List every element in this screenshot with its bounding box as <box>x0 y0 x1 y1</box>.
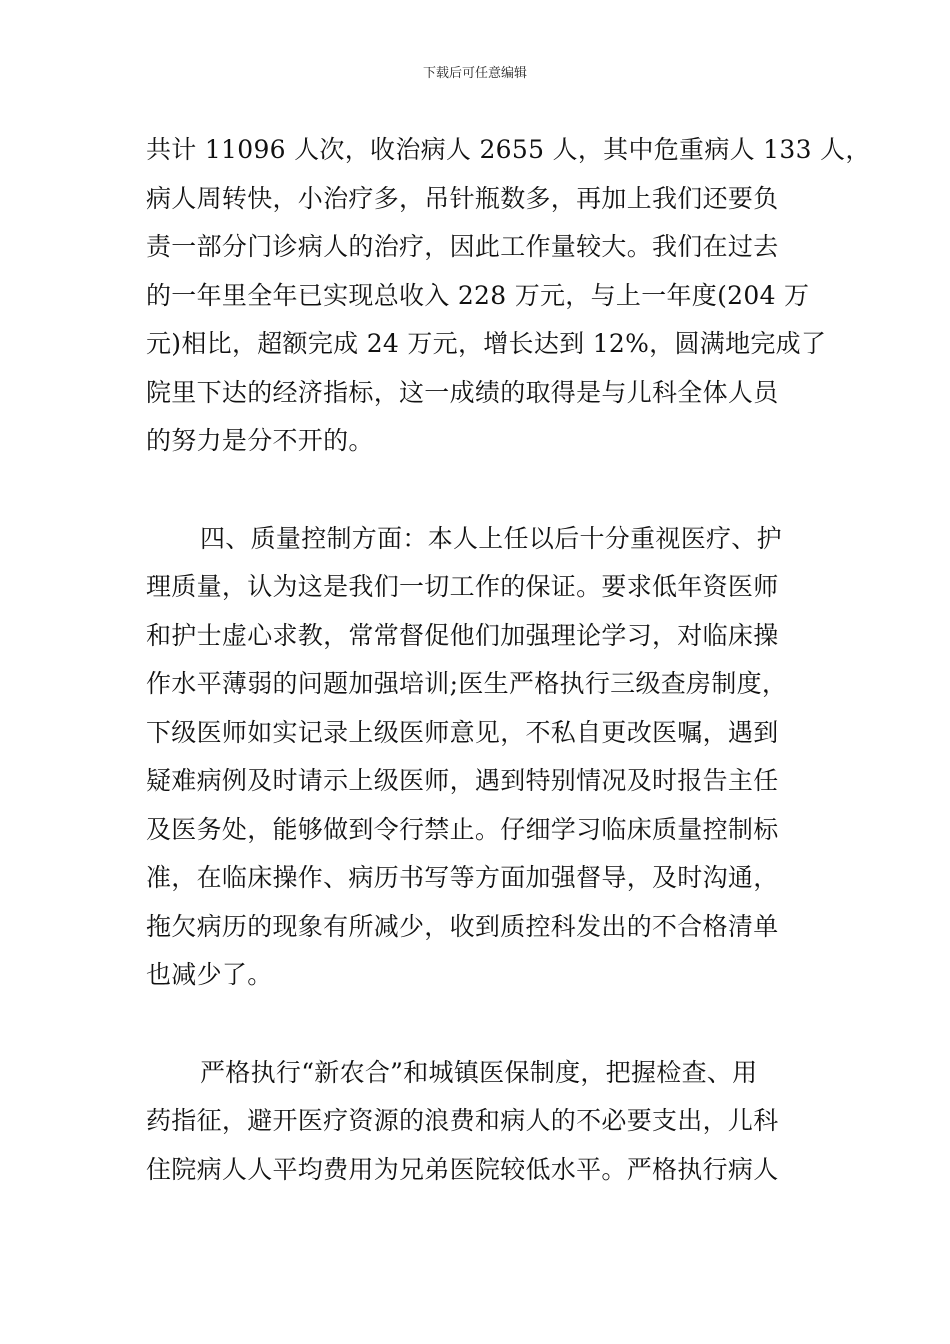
text-line: 院里下达的经济指标，这一成绩的取得是与儿科全体人员 <box>146 377 779 407</box>
paragraph-insurance <box>146 1049 810 1195</box>
text-line: 元)相比，超额完成 24 万元，增长达到 12%，圆满地完成了 <box>146 329 827 358</box>
text-line: 理质量，认为这是我们一切工作的保证。要求低年资医师 <box>146 572 779 601</box>
text-line: 拖欠病历的现象有所减少，收到质控科发出的不合格清单 <box>146 911 779 941</box>
text-line: 也减少了。 <box>146 960 273 989</box>
page-header: 下载后可任意编辑 <box>422 66 527 81</box>
text-line: 的努力是分不开的。 <box>146 426 374 455</box>
text-line: 和护士虚心求教，常常督促他们加强理论学习，对临床操 <box>146 620 779 650</box>
text-line: 责一部分门诊病人的治疗，因此工作量较大。我们在过去 <box>146 232 779 261</box>
paragraph-spacer <box>146 466 810 515</box>
text-line: 四、质量控制方面：本人上任以后十分重视医疗、护 <box>200 523 782 553</box>
paragraph-spacer <box>146 1000 810 1049</box>
text-line: 住院病人人平均费用为兄弟医院较低水平。严格执行病人 <box>146 1154 779 1184</box>
paragraph-quality-control <box>146 515 810 1000</box>
text-line: 药指征，避开医疗资源的浪费和病人的不必要支出，儿科 <box>146 1106 779 1135</box>
paragraph-workload <box>146 126 871 466</box>
text-line: 疑难病例及时请示上级医师，遇到特别情况及时报告主任 <box>146 766 779 795</box>
text-line: 及医务处，能够做到令行禁止。仔细学习临床质量控制标 <box>146 814 779 844</box>
text-line: 下级医师如实记录上级医师意见，不私自更改医嘱，遇到 <box>146 717 779 747</box>
text-line: 严格执行“新农合”和城镇医保制度，把握检查、用 <box>200 1057 758 1087</box>
document-body <box>146 126 871 1194</box>
text-line: 共计 11096 人次，收治病人 2655 人，其中危重病人 133 人， <box>146 135 871 164</box>
text-line: 病人周转快，小治疗多，吊针瓶数多，再加上我们还要负 <box>146 183 779 213</box>
text-line: 的一年里全年已实现总收入 228 万元，与上一年度(204 万 <box>146 280 810 310</box>
text-line: 准，在临床操作、病历书写等方面加强督导，及时沟通， <box>146 863 779 892</box>
text-line: 作水平薄弱的问题加强培训;医生严格执行三级查房制度， <box>146 669 788 698</box>
